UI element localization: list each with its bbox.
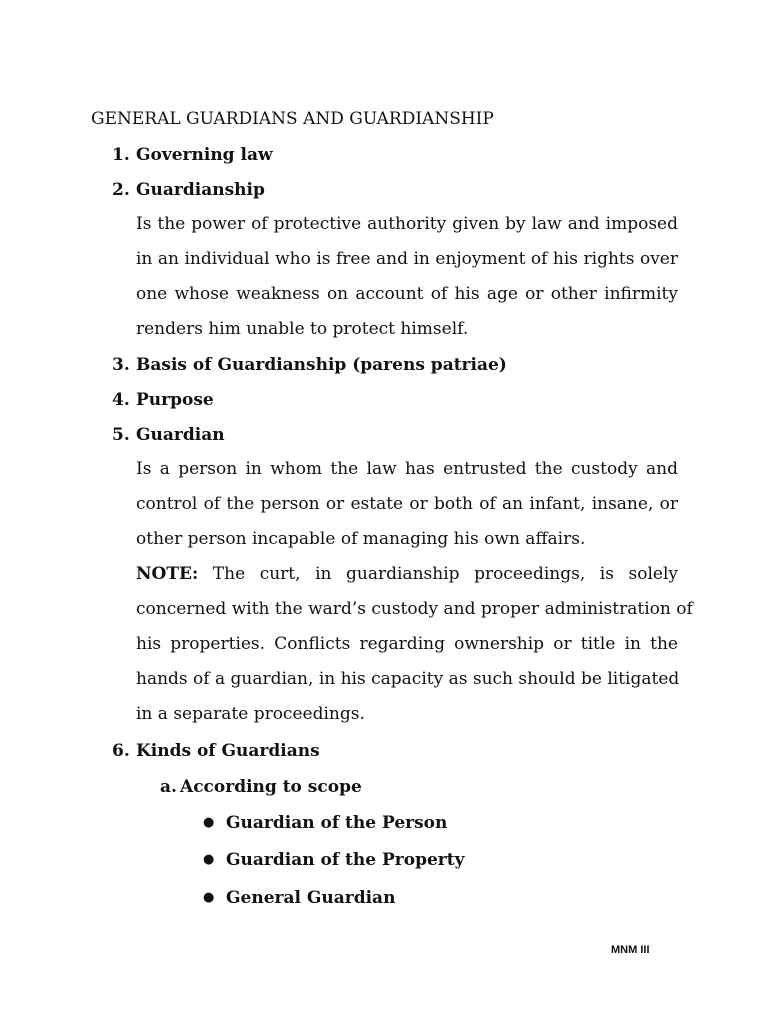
paragraph-line: his properties. Conflicts regarding ownership or title in the — [136, 634, 678, 654]
paragraph-line: one whose weakness on account of his age or other infirmity — [136, 284, 678, 304]
paragraph-line: concerned with the ward’s custody and proper administration of — [136, 599, 693, 619]
list-item-basis — [112, 355, 507, 375]
sub-item-letter: a. — [160, 777, 177, 797]
list-item-guardianship — [112, 180, 265, 200]
list-item-purpose — [112, 390, 214, 410]
guardian-definition — [136, 452, 693, 732]
list-item-label: Governing law — [136, 145, 273, 165]
bullet-item — [203, 888, 395, 908]
paragraph-line: other person incapable of managing his own affairs. — [136, 529, 586, 549]
paragraph-line: Is a person in whom the law has entrusted the custody and — [136, 459, 678, 479]
paragraph-line: renders him unable to protect himself. — [136, 319, 469, 339]
note-label: NOTE: — [136, 564, 199, 584]
list-number: 1. — [112, 145, 130, 165]
bullet-icon: ● — [203, 890, 215, 905]
bullet-label: General Guardian — [226, 888, 396, 908]
note-first-line — [136, 557, 678, 592]
guardianship-definition — [136, 207, 678, 347]
bullet-item — [203, 850, 464, 870]
list-item-kinds-of-guardians — [112, 741, 320, 761]
paragraph-line: in an individual who is free and in enjoyment of his rights over — [136, 249, 678, 269]
bullet-item — [203, 813, 447, 833]
paragraph-line: hands of a guardian, in his capacity as such should be litigated — [136, 669, 680, 689]
bullet-label: Guardian of the Person — [226, 813, 448, 833]
list-number: 6. — [112, 741, 130, 761]
paragraph-line: control of the person or estate or both of an infant, insane, or — [136, 494, 678, 514]
paragraph-line: Is the power of protective authority given by law and imposed — [136, 214, 678, 234]
document-title: GENERAL GUARDIANS AND GUARDIANSHIP — [91, 109, 494, 129]
list-item-label: Guardianship — [136, 180, 265, 200]
list-number: 2. — [112, 180, 130, 200]
list-number: 5. — [112, 425, 130, 445]
list-item-label: Purpose — [136, 390, 214, 410]
note-text: The curt, in guardianship proceedings, is solely — [212, 564, 678, 584]
page-footer: MNM III — [611, 944, 650, 956]
list-number: 4. — [112, 390, 130, 410]
bullet-icon: ● — [203, 815, 215, 830]
bullet-icon: ● — [203, 852, 215, 867]
bullet-label: Guardian of the Property — [226, 850, 465, 870]
list-item-governing-law — [112, 145, 273, 165]
paragraph-line: in a separate proceedings. — [136, 704, 365, 724]
sub-item-label: According to scope — [180, 777, 362, 797]
list-item-guardian — [112, 425, 225, 445]
list-item-label: Kinds of Guardians — [136, 741, 320, 761]
list-number: 3. — [112, 355, 130, 375]
sub-item-according-to-scope — [160, 777, 362, 797]
list-item-label: Basis of Guardianship (parens patriae) — [136, 355, 507, 375]
list-item-label: Guardian — [136, 425, 225, 445]
